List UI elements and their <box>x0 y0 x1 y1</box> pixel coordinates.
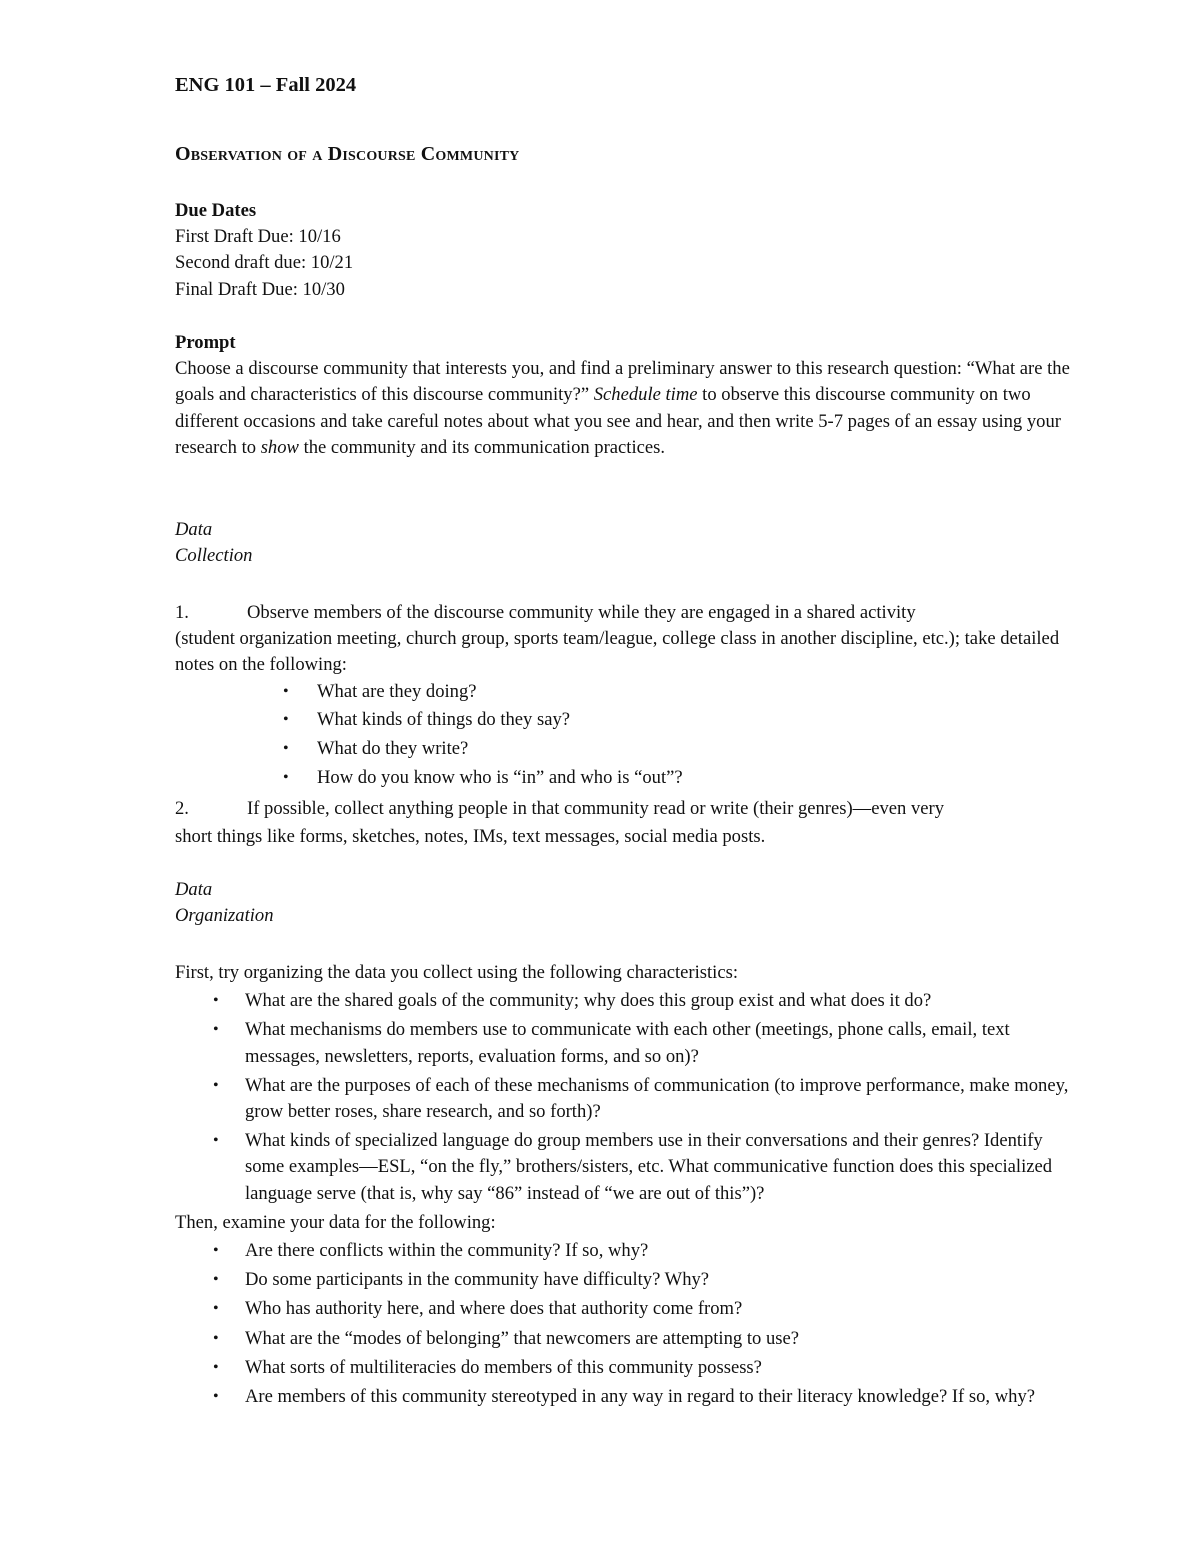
list-item: • What do they write? <box>175 736 1075 762</box>
bullet-icon: • <box>213 1021 219 1039</box>
first-draft-due: First Draft Due: 10/16 <box>175 226 341 248</box>
bullet-icon: • <box>213 1388 219 1406</box>
collection-item-1-text-rest: (student organization meeting, church group, sports team/league, college class in another discipline, etc.); take detailed notes on the following: <box>175 628 1060 676</box>
list-item: • Are there conflicts within the community? If so, why? <box>175 1238 1085 1264</box>
list-item: • Do some participants in the community have difficulty? Why? <box>175 1267 1085 1293</box>
list-item: • What are the shared goals of the community; why does this group exist and what does it do? <box>175 988 1085 1014</box>
bullet-icon: • <box>213 1300 219 1318</box>
list-item: • What kinds of things do they say? <box>175 707 1075 733</box>
bullet-icon: • <box>283 768 289 786</box>
collection-item-2 <box>175 796 1075 850</box>
assignment-title: Observation of a Discourse Community <box>175 143 520 165</box>
list-item: • How do you know who is “in” and who is “out”? <box>175 765 1075 791</box>
due-dates-heading: Due Dates <box>175 200 257 221</box>
list-item: • What sorts of multiliteracies do members of this community possess? <box>175 1355 1085 1381</box>
prompt-heading: Prompt <box>175 332 236 353</box>
second-draft-due: Second draft due: 10/21 <box>175 252 354 274</box>
examine-list <box>175 1238 1085 1410</box>
data-organization-heading <box>175 877 1085 929</box>
course-title: ENG 101 – Fall 2024 <box>175 74 357 96</box>
prompt-text-part3: the community and its communication practices. <box>298 436 666 458</box>
list-item: • What kinds of specialized language do group members use in their conversations and their genres? Identify some examples—ESL, “on the fly,” brothers/sisters, etc. What communicative function does this specialized language serve (that is, why say “86” instead of “we are out of this”)? <box>213 1130 1053 1204</box>
final-draft-due: Final Draft Due: 10/30 <box>175 278 345 300</box>
due-dates-section <box>175 198 1085 303</box>
bullet-icon: • <box>283 740 289 758</box>
list-item: • What mechanisms do members use to communicate with each other (meetings, phone calls, email, text messages, newsletters, reports, evaluation forms, and so on)? <box>213 1019 1010 1067</box>
bullet-icon: • <box>213 1329 219 1347</box>
collection-item-1-first-line <box>175 600 1075 626</box>
data-organization-heading-line2: Organization <box>175 905 274 927</box>
data-collection-heading-line1: Data <box>175 519 213 540</box>
prompt-emphasis-schedule-time: Schedule time <box>593 384 698 406</box>
data-collection-heading-line2: Collection <box>175 545 253 567</box>
data-collection-heading <box>175 517 1085 569</box>
prompt-emphasis-show: show <box>260 436 299 458</box>
bullet-icon: • <box>213 1076 219 1094</box>
list-item: • What are the purposes of each of these mechanisms of communication (to improve performance, make money, grow better roses, share research, and so forth)? <box>213 1074 1069 1123</box>
collection-item-2-text-rest: short things like forms, sketches, notes, IMs, text messages, social media posts. <box>175 826 766 848</box>
prompt-section <box>175 330 1075 461</box>
list-item: • Who has authority here, and where does that authority come from? <box>175 1296 1085 1322</box>
organization-section <box>175 960 1085 1413</box>
collection-item-2-number: 2. <box>175 798 189 819</box>
characteristics-list <box>175 988 1085 1207</box>
collection-item-1-text-first: Observe members of the discourse community while they are engaged in a shared activity <box>247 602 916 623</box>
prompt-text-part2: to observe this discourse community on two different occasions and take careful notes about what you see and hear, and then write 5-7 pages of an essay using your research to <box>175 384 1061 458</box>
bullet-icon: • <box>283 682 289 700</box>
bullet-icon: • <box>283 711 289 729</box>
bullet-icon: • <box>213 992 219 1010</box>
bullet-icon: • <box>213 1358 219 1376</box>
data-organization-heading-line1: Data <box>175 879 213 900</box>
list-item: • What are the “modes of belonging” that newcomers are attempting to use? <box>175 1326 1085 1352</box>
organization-then: Then, examine your data for the following: <box>175 1211 496 1233</box>
bullet-icon: • <box>213 1242 219 1260</box>
prompt-paragraph <box>175 356 1075 461</box>
list-item: • What are they doing? <box>175 679 1075 705</box>
list-item: • Are members of this community stereotyped in any way in regard to their literacy knowledge? If so, why? <box>175 1384 1085 1410</box>
prompt-text-part1: Choose a discourse community that interests you, and find a preliminary answer to this research question: “What are the goals and characteristics of this discourse community?” <box>175 358 1070 406</box>
collection-item-1 <box>175 600 1075 793</box>
organization-intro: First, try organizing the data you collect using the following characteristics: <box>175 962 739 983</box>
bullet-icon: • <box>213 1271 219 1289</box>
collection-item-2-text-first: If possible, collect anything people in that community read or write (their genres)—even very <box>247 798 945 819</box>
collection-item-1-number: 1. <box>175 602 189 623</box>
observation-questions-list <box>175 679 1075 791</box>
collection-item-2-first-line <box>175 796 1075 822</box>
bullet-icon: • <box>213 1132 219 1150</box>
